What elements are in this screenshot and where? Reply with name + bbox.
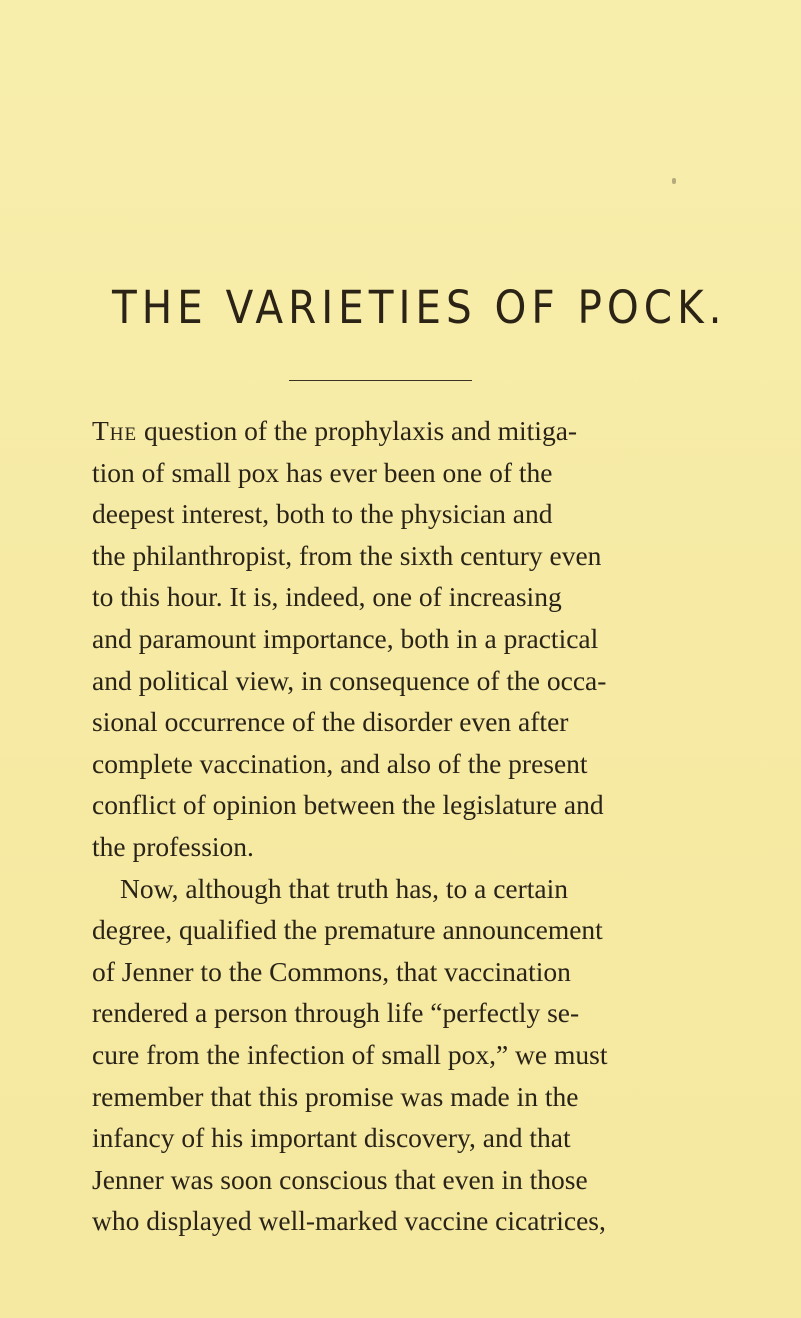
text-line: Now, although that truth has, to a certain	[120, 872, 569, 904]
text-line: and paramount importance, both in a practical	[92, 622, 599, 654]
text-line: The question of the prophylaxis and mitiga-	[92, 415, 578, 446]
text-line: remember that this promise was made in the	[92, 1080, 579, 1112]
title-rule	[289, 380, 472, 381]
opening-word: The	[92, 415, 138, 446]
text-line: of Jenner to the Commons, that vaccination	[92, 955, 571, 987]
chapter-title: THE VARIETIES OF POCK.	[112, 281, 727, 334]
text-line: tion of small pox has ever been one of the	[92, 456, 553, 488]
text-line: cure from the infection of small pox,” we must	[92, 1038, 608, 1070]
text-line: rendered a person through life “perfectly se-	[92, 997, 580, 1029]
text-line: Jenner was soon conscious that even in those	[92, 1163, 588, 1195]
text-line: degree, qualified the premature announcement	[92, 914, 603, 946]
text-line: who displayed well-marked vaccine cicatrices,	[92, 1205, 606, 1237]
text-line: deepest interest, both to the physician and	[92, 498, 553, 530]
body-text	[92, 410, 732, 1242]
text-line: to this hour. It is, indeed, one of increasing	[92, 581, 562, 613]
text-line: and political view, in consequence of the occa-	[92, 664, 607, 696]
text-line: complete vaccination, and also of the present	[92, 747, 588, 779]
paper-speck	[672, 178, 676, 184]
text-line: the profession.	[92, 830, 254, 862]
text-line: the philanthropist, from the sixth century even	[92, 539, 602, 571]
text-line: conflict of opinion between the legislature and	[92, 789, 604, 821]
text-line: infancy of his important discovery, and that	[92, 1122, 571, 1154]
text-line: sional occurrence of the disorder even after	[92, 706, 569, 738]
